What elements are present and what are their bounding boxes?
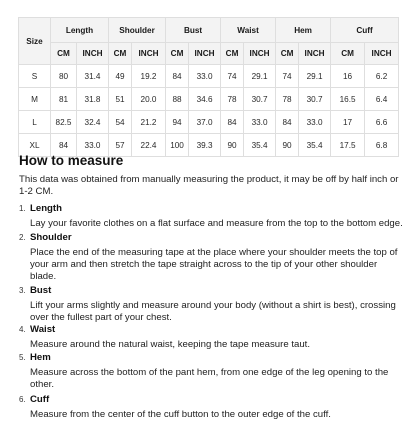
table-cell: 34.6 (189, 88, 221, 111)
step-description: Measure across the bottom of the pant hem, from one edge of the leg opening to the other. (30, 367, 389, 390)
step-title: Bust (30, 285, 52, 296)
step-length (19, 203, 403, 230)
shoulder-header: Shoulder (109, 18, 166, 43)
step-hem (19, 352, 403, 391)
unit-inch-header: INCH (132, 43, 166, 65)
step-number: 1. (19, 204, 26, 213)
step-shoulder (19, 232, 403, 283)
unit-cm-header: CM (166, 43, 189, 65)
step-description: Lift your arms slightly and measure around your body (without a shirt is best), crossing over the fullest part of your chest. (30, 300, 396, 323)
table-cell: 78 (221, 88, 244, 111)
step-description: Measure from the center of the cuff button to the outer edge of the cuff. (30, 409, 331, 420)
unit-header-row (19, 43, 399, 65)
unit-cm-header: CM (276, 43, 299, 65)
waist-header: Waist (221, 18, 276, 43)
cuff-header: Cuff (331, 18, 399, 43)
size-label: M (19, 88, 51, 111)
table-cell: 88 (166, 88, 189, 111)
table-cell: 29.1 (244, 65, 276, 88)
step-cuff (19, 394, 403, 421)
table-cell: 17.5 (331, 134, 365, 157)
step-waist (19, 324, 403, 351)
step-number: 3. (19, 286, 26, 295)
table-cell: 6.8 (365, 134, 399, 157)
table-cell: 81 (51, 88, 77, 111)
step-number: 4. (19, 325, 26, 334)
table-cell: 33.0 (77, 134, 109, 157)
unit-cm-header: CM (331, 43, 365, 65)
bust-header: Bust (166, 18, 221, 43)
table-cell: 54 (109, 111, 132, 134)
hem-header: Hem (276, 18, 331, 43)
table-cell: 19.2 (132, 65, 166, 88)
table-cell: 30.7 (244, 88, 276, 111)
table-row (19, 111, 399, 134)
step-title: Waist (30, 324, 56, 335)
table-cell: 82.5 (51, 111, 77, 134)
table-cell: 33.0 (244, 111, 276, 134)
table-row (19, 65, 399, 88)
table-cell: 90 (221, 134, 244, 157)
table-cell: 74 (221, 65, 244, 88)
table-cell: 16.5 (331, 88, 365, 111)
length-header: Length (51, 18, 109, 43)
table-cell: 78 (276, 88, 299, 111)
table-cell: 6.4 (365, 88, 399, 111)
unit-inch-header: INCH (77, 43, 109, 65)
table-cell: 90 (276, 134, 299, 157)
size-column-header: Size (19, 18, 51, 65)
unit-inch-header: INCH (299, 43, 331, 65)
table-cell: 20.0 (132, 88, 166, 111)
step-title: Shoulder (30, 232, 72, 243)
table-cell: 35.4 (244, 134, 276, 157)
table-cell: 6.6 (365, 111, 399, 134)
table-cell: 84 (276, 111, 299, 134)
table-cell: 30.7 (299, 88, 331, 111)
table-cell: 33.0 (299, 111, 331, 134)
unit-inch-header: INCH (244, 43, 276, 65)
table-cell: 37.0 (189, 111, 221, 134)
step-number: 2. (19, 233, 26, 242)
table-row (19, 88, 399, 111)
size-label: L (19, 111, 51, 134)
unit-inch-header: INCH (189, 43, 221, 65)
size-label: XL (19, 134, 51, 157)
table-cell: 32.4 (77, 111, 109, 134)
table-cell: 49 (109, 65, 132, 88)
size-label: S (19, 65, 51, 88)
table-cell: 51 (109, 88, 132, 111)
table-cell: 57 (109, 134, 132, 157)
step-number: 5. (19, 353, 26, 362)
step-title: Hem (30, 352, 51, 363)
size-chart-table (18, 17, 399, 157)
step-title: Cuff (30, 394, 50, 405)
table-cell: 74 (276, 65, 299, 88)
step-number: 6. (19, 395, 26, 404)
table-cell: 100 (166, 134, 189, 157)
size-table-header-row (19, 18, 399, 43)
table-cell: 84 (51, 134, 77, 157)
unit-cm-header: CM (109, 43, 132, 65)
table-cell: 80 (51, 65, 77, 88)
table-cell: 16 (331, 65, 365, 88)
step-description: Measure around the natural waist, keeping the tape measure taut. (30, 339, 310, 350)
table-cell: 35.4 (299, 134, 331, 157)
table-cell: 39.3 (189, 134, 221, 157)
table-cell: 6.2 (365, 65, 399, 88)
step-bust (19, 285, 403, 324)
step-description: Place the end of the measuring tape at the place where your shoulder meets the top of your arm and then stretch the tape straight across to the tip of your other shoulder blade. (30, 247, 398, 282)
table-cell: 29.1 (299, 65, 331, 88)
table-cell: 84 (221, 111, 244, 134)
measure-intro: This data was obtained from manually measuring the product, it may be off by half inch or 1-2 CM. (19, 174, 399, 197)
table-cell: 33.0 (189, 65, 221, 88)
table-cell: 31.8 (77, 88, 109, 111)
table-cell: 22.4 (132, 134, 166, 157)
unit-inch-header: INCH (365, 43, 399, 65)
table-cell: 31.4 (77, 65, 109, 88)
table-cell: 17 (331, 111, 365, 134)
unit-cm-header: CM (221, 43, 244, 65)
table-cell: 21.2 (132, 111, 166, 134)
unit-cm-header: CM (51, 43, 77, 65)
how-to-measure-title: How to measure (19, 153, 124, 168)
table-cell: 84 (166, 65, 189, 88)
step-title: Length (30, 203, 62, 214)
step-description: Lay your favorite clothes on a flat surface and measure from the top to the bottom edge. (30, 218, 403, 229)
table-cell: 94 (166, 111, 189, 134)
